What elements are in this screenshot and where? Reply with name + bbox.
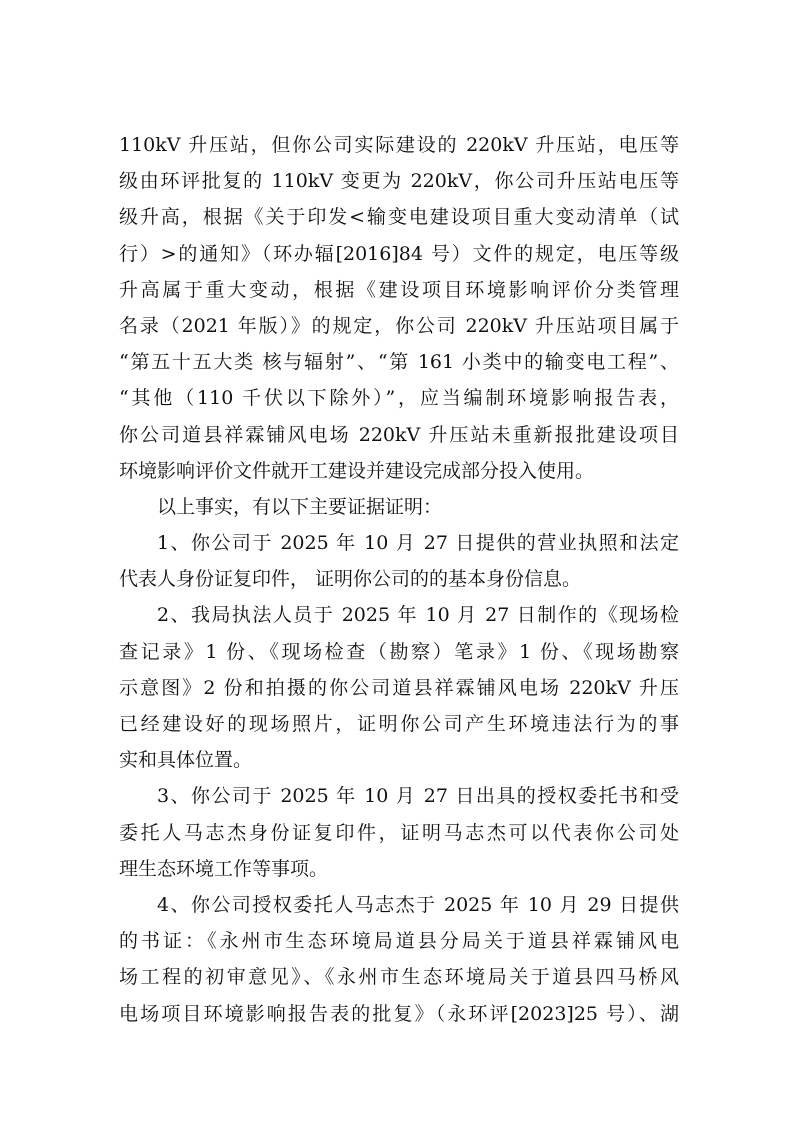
text-line: 4、你公司授权委托人马志杰于 2025 年 10 月 29 日提供: [157, 893, 679, 916]
text-line: 名录（2021 年版）》的规定，你公司 220kV 升压站项目属于: [119, 314, 679, 337]
text-line: 的书证：《永州市生态环境局道县分局关于道县祥霖铺风电: [119, 930, 679, 953]
text-line: 实和具体位置。: [119, 749, 253, 772]
text-line: 行）>的通知》（环办辐[2016]84 号）文件的规定，电压等级: [119, 242, 679, 265]
text-line: 委托人马志杰身份证复印件，证明马志杰可以代表你公司处: [119, 821, 679, 844]
text-line: “第五十五大类 核与辐射”、“第 161 小类中的输变电工程”、: [119, 351, 679, 374]
text-line: 升高属于重大变动，根据《建设项目环境影响评价分类管理: [119, 278, 679, 301]
text-line: 2、我局执法人员于 2025 年 10 月 27 日制作的《现场检: [157, 604, 679, 627]
text-line: 场工程的初审意见》、《永州市生态环境局关于道县四马桥风: [119, 966, 679, 989]
text-line: 3、你公司于 2025 年 10 月 27 日出具的授权委托书和受: [157, 785, 679, 808]
text-line: 查记录》1 份、《现场检查（勘察）笔录》1 份、《现场勘察: [119, 640, 679, 663]
text-line: 110kV 升压站，但你公司实际建设的 220kV 升压站，电压等: [119, 134, 679, 156]
text-line: 理生态环境工作等事项。: [119, 857, 329, 880]
text-line: 已经建设好的现场照片，证明你公司产生环境违法行为的事: [119, 713, 679, 735]
text-line: 级升高，根据《关于印发<输变电建设项目重大变动清单（试: [119, 206, 679, 229]
document-body: [119, 127, 679, 1032]
text-line: 示意图》2 份和拍摄的你公司道县祥霖铺风电场 220kV 升压: [119, 676, 679, 699]
text-line: 以上事实，有以下主要证据证明：: [157, 495, 443, 518]
text-line: 1、你公司于 2025 年 10 月 27 日提供的营业执照和法定: [157, 532, 679, 555]
text-line: 级由环评批复的 110kV 变更为 220kV，你公司升压站电压等: [119, 170, 679, 193]
text-line: 代表人身份证复印件， 证明你公司的的基本身份信息。: [119, 568, 582, 591]
text-line: 环境影响评价文件就开工建设并建设完成部分投入使用。: [119, 459, 595, 482]
text-line: 电场项目环境影响报告表的批复》（永环评[2023]25 号）、湖: [119, 1002, 679, 1025]
text-line: 你公司道县祥霖铺风电场 220kV 升压站未重新报批建设项目: [119, 423, 679, 446]
text-line: “其他（110 千伏以下除外）”，应当编制环境影响报告表，: [119, 387, 679, 410]
